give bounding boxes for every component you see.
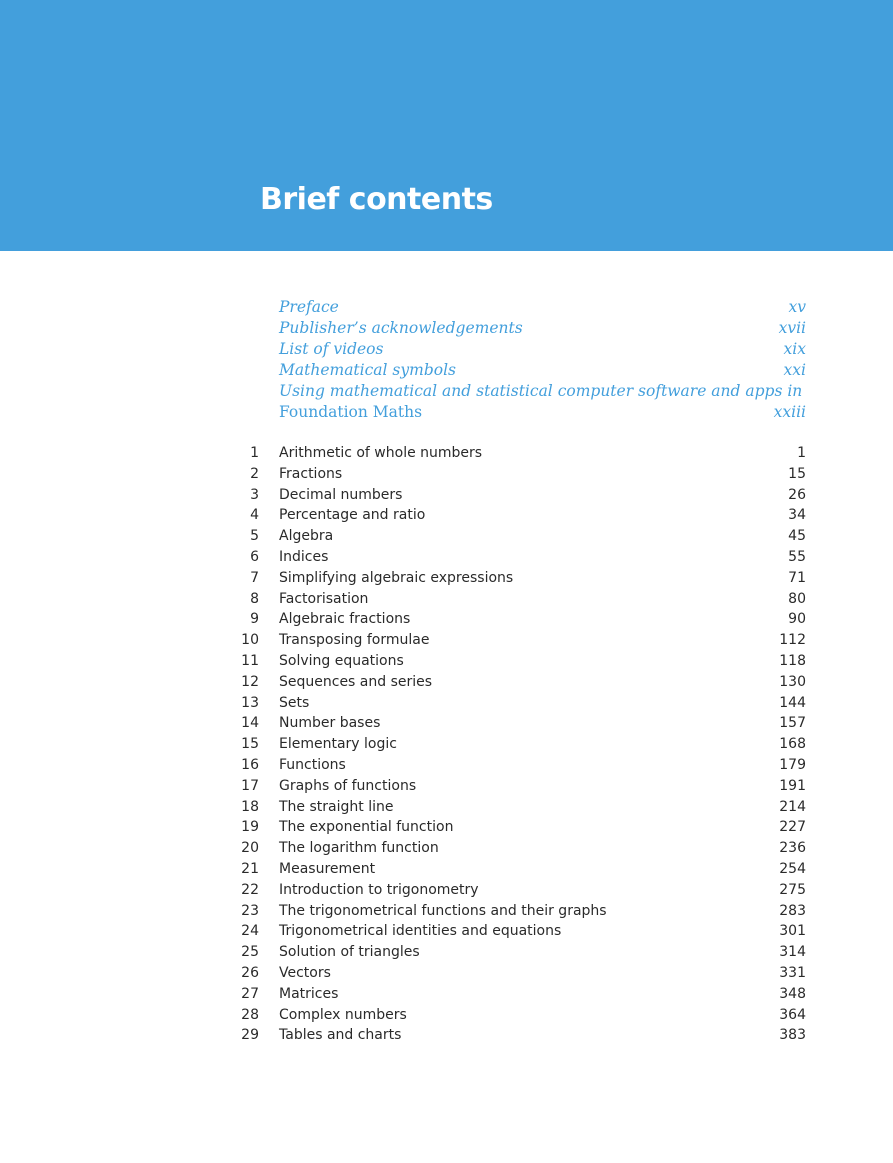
- chapter-row[interactable]: [230, 776, 806, 797]
- chapter-title: The logarithm function: [279, 840, 439, 857]
- chapter-page: 331: [779, 964, 806, 981]
- chapter-title: Elementary logic: [279, 736, 397, 753]
- chapter-number: 26: [241, 964, 259, 981]
- chapter-page: 383: [779, 1027, 806, 1044]
- chapter-row[interactable]: [230, 589, 806, 610]
- chapter-row[interactable]: [230, 505, 806, 526]
- chapter-page: 45: [788, 528, 806, 545]
- front-matter-title: Mathematical symbols: [279, 361, 457, 379]
- chapter-title: Tables and charts: [279, 1027, 402, 1044]
- front-matter-item[interactable]: [279, 360, 806, 381]
- chapter-page: 179: [779, 756, 806, 773]
- chapter-row[interactable]: [230, 797, 806, 818]
- chapter-page: 348: [779, 985, 806, 1002]
- chapter-title: Transposing formulae: [279, 632, 430, 649]
- chapter-row[interactable]: [230, 713, 806, 734]
- chapter-number: 22: [241, 881, 259, 898]
- chapter-number: 8: [250, 590, 259, 607]
- page-title: Brief contents: [260, 182, 493, 217]
- chapter-number: 21: [241, 860, 259, 877]
- chapter-number: 15: [241, 736, 259, 753]
- chapter-page: 90: [788, 611, 806, 628]
- chapter-page: 191: [779, 777, 806, 794]
- chapter-number: 6: [250, 548, 259, 565]
- header-band: [0, 0, 893, 251]
- chapter-page: 55: [788, 548, 806, 565]
- chapter-number: 27: [241, 985, 259, 1002]
- front-matter-page: xv: [788, 298, 806, 316]
- chapter-row[interactable]: [230, 693, 806, 714]
- chapter-row[interactable]: [230, 443, 806, 464]
- chapter-page: 112: [779, 632, 806, 649]
- chapter-number: 11: [241, 652, 259, 669]
- chapter-title: Arithmetic of whole numbers: [279, 445, 483, 461]
- front-matter-list: [279, 297, 806, 423]
- chapter-row[interactable]: [230, 651, 806, 672]
- chapter-number: 9: [250, 611, 259, 628]
- chapter-title: The straight line: [279, 798, 394, 815]
- chapter-number: 20: [241, 840, 259, 857]
- chapter-title: The trigonometrical functions and their graphs: [279, 902, 607, 919]
- chapter-row[interactable]: [230, 963, 806, 984]
- chapter-title: Measurement: [279, 860, 376, 877]
- front-matter-item[interactable]: [279, 339, 806, 360]
- front-matter-title: Publisher’s acknowledgements: [279, 319, 523, 337]
- chapter-title: Fractions: [279, 465, 343, 482]
- chapter-number: 23: [241, 902, 259, 919]
- chapter-number: 13: [241, 694, 259, 711]
- chapter-row[interactable]: [230, 464, 806, 485]
- chapter-row[interactable]: [230, 859, 806, 880]
- chapter-title: Decimal numbers: [279, 486, 403, 503]
- chapter-title: Solution of triangles: [279, 944, 420, 961]
- chapter-page: 314: [779, 944, 806, 961]
- chapter-title: Introduction to trigonometry: [279, 881, 479, 898]
- chapter-number: 25: [241, 944, 259, 961]
- chapter-row[interactable]: [230, 901, 806, 922]
- front-matter-title: List of videos: [279, 340, 384, 358]
- chapter-page: 15: [788, 465, 806, 482]
- chapter-page: 301: [779, 923, 806, 940]
- chapter-page: 214: [779, 798, 806, 815]
- chapter-page: 26: [788, 486, 806, 503]
- chapter-page: 364: [779, 1006, 806, 1023]
- chapter-page: 34: [788, 507, 806, 524]
- front-matter-page: xvii: [778, 319, 806, 337]
- chapter-page: 168: [779, 736, 806, 753]
- front-matter-page: xix: [783, 340, 806, 358]
- chapter-title: Percentage and ratio: [279, 507, 426, 524]
- chapter-row[interactable]: [230, 1005, 806, 1026]
- chapter-row[interactable]: [230, 526, 806, 547]
- chapter-number: 17: [241, 777, 259, 794]
- front-matter-page: xxiii: [773, 403, 806, 421]
- chapter-page: 144: [779, 694, 806, 711]
- chapter-title: Simplifying algebraic expressions: [279, 569, 514, 586]
- chapter-title: Factorisation: [279, 590, 369, 607]
- chapter-title: Vectors: [279, 964, 331, 981]
- chapter-page: 80: [788, 590, 806, 607]
- chapter-number: 2: [250, 465, 259, 482]
- front-matter-item[interactable]: [279, 297, 806, 318]
- front-matter-title: Using mathematical and statistical computer software and apps in: [279, 382, 803, 400]
- chapter-title: Functions: [279, 756, 346, 773]
- chapter-page: 118: [779, 652, 806, 669]
- chapter-number: 12: [241, 673, 259, 690]
- chapter-page: 130: [779, 673, 806, 690]
- chapter-number: 4: [250, 507, 259, 524]
- chapter-number: 14: [241, 715, 259, 732]
- chapter-title: Solving equations: [279, 652, 404, 669]
- chapter-row[interactable]: [230, 568, 806, 589]
- chapter-number: 16: [241, 756, 259, 773]
- chapter-number: 18: [241, 798, 259, 815]
- chapter-number: 10: [241, 632, 259, 649]
- chapter-title: Indices: [279, 548, 329, 565]
- front-matter-title-line2: Foundation Maths: [279, 403, 423, 421]
- chapter-row[interactable]: [230, 817, 806, 838]
- chapter-title: Matrices: [279, 985, 339, 1002]
- chapter-row[interactable]: [230, 672, 806, 693]
- chapter-row[interactable]: [230, 485, 806, 506]
- chapter-title: Complex numbers: [279, 1006, 407, 1023]
- chapter-number: 19: [241, 819, 259, 836]
- chapter-title: Sets: [279, 694, 310, 711]
- chapter-page: 275: [779, 881, 806, 898]
- chapter-title: Algebra: [279, 528, 334, 545]
- chapter-title: Number bases: [279, 715, 381, 732]
- chapter-number: 28: [241, 1006, 259, 1023]
- chapter-number: 24: [241, 923, 259, 940]
- chapter-number: 1: [250, 445, 259, 461]
- chapter-row[interactable]: [230, 755, 806, 776]
- chapter-row[interactable]: [230, 609, 806, 630]
- chapter-row[interactable]: [230, 630, 806, 651]
- chapter-page: 227: [779, 819, 806, 836]
- chapter-title: Algebraic fractions: [279, 611, 411, 628]
- front-matter-item-continued[interactable]: [279, 402, 806, 423]
- chapter-number: 7: [250, 569, 259, 586]
- front-matter-item[interactable]: [279, 381, 806, 402]
- chapter-title: The exponential function: [279, 819, 454, 836]
- chapter-row[interactable]: [230, 984, 806, 1005]
- chapter-row[interactable]: [230, 921, 806, 942]
- chapter-title: Sequences and series: [279, 673, 433, 690]
- chapter-page: 1: [797, 445, 806, 461]
- chapter-row[interactable]: [230, 880, 806, 901]
- front-matter-page: xxi: [783, 361, 806, 379]
- chapter-page: 71: [788, 569, 806, 586]
- chapter-title: Trigonometrical identities and equations: [279, 923, 562, 940]
- front-matter-item[interactable]: [279, 318, 806, 339]
- chapter-row[interactable]: [230, 942, 806, 963]
- chapter-number: 29: [241, 1027, 259, 1044]
- chapter-row[interactable]: [230, 1025, 806, 1046]
- chapter-row[interactable]: [230, 838, 806, 859]
- front-matter-title: Preface: [279, 298, 339, 316]
- chapter-page: 236: [779, 840, 806, 857]
- chapter-row[interactable]: [230, 547, 806, 568]
- chapter-page: 254: [779, 860, 806, 877]
- chapter-list: [230, 443, 806, 1046]
- chapter-row[interactable]: [230, 734, 806, 755]
- chapter-page: 157: [779, 715, 806, 732]
- chapter-number: 5: [250, 528, 259, 545]
- chapter-number: 3: [250, 486, 259, 503]
- chapter-page: 283: [779, 902, 806, 919]
- chapter-title: Graphs of functions: [279, 777, 417, 794]
